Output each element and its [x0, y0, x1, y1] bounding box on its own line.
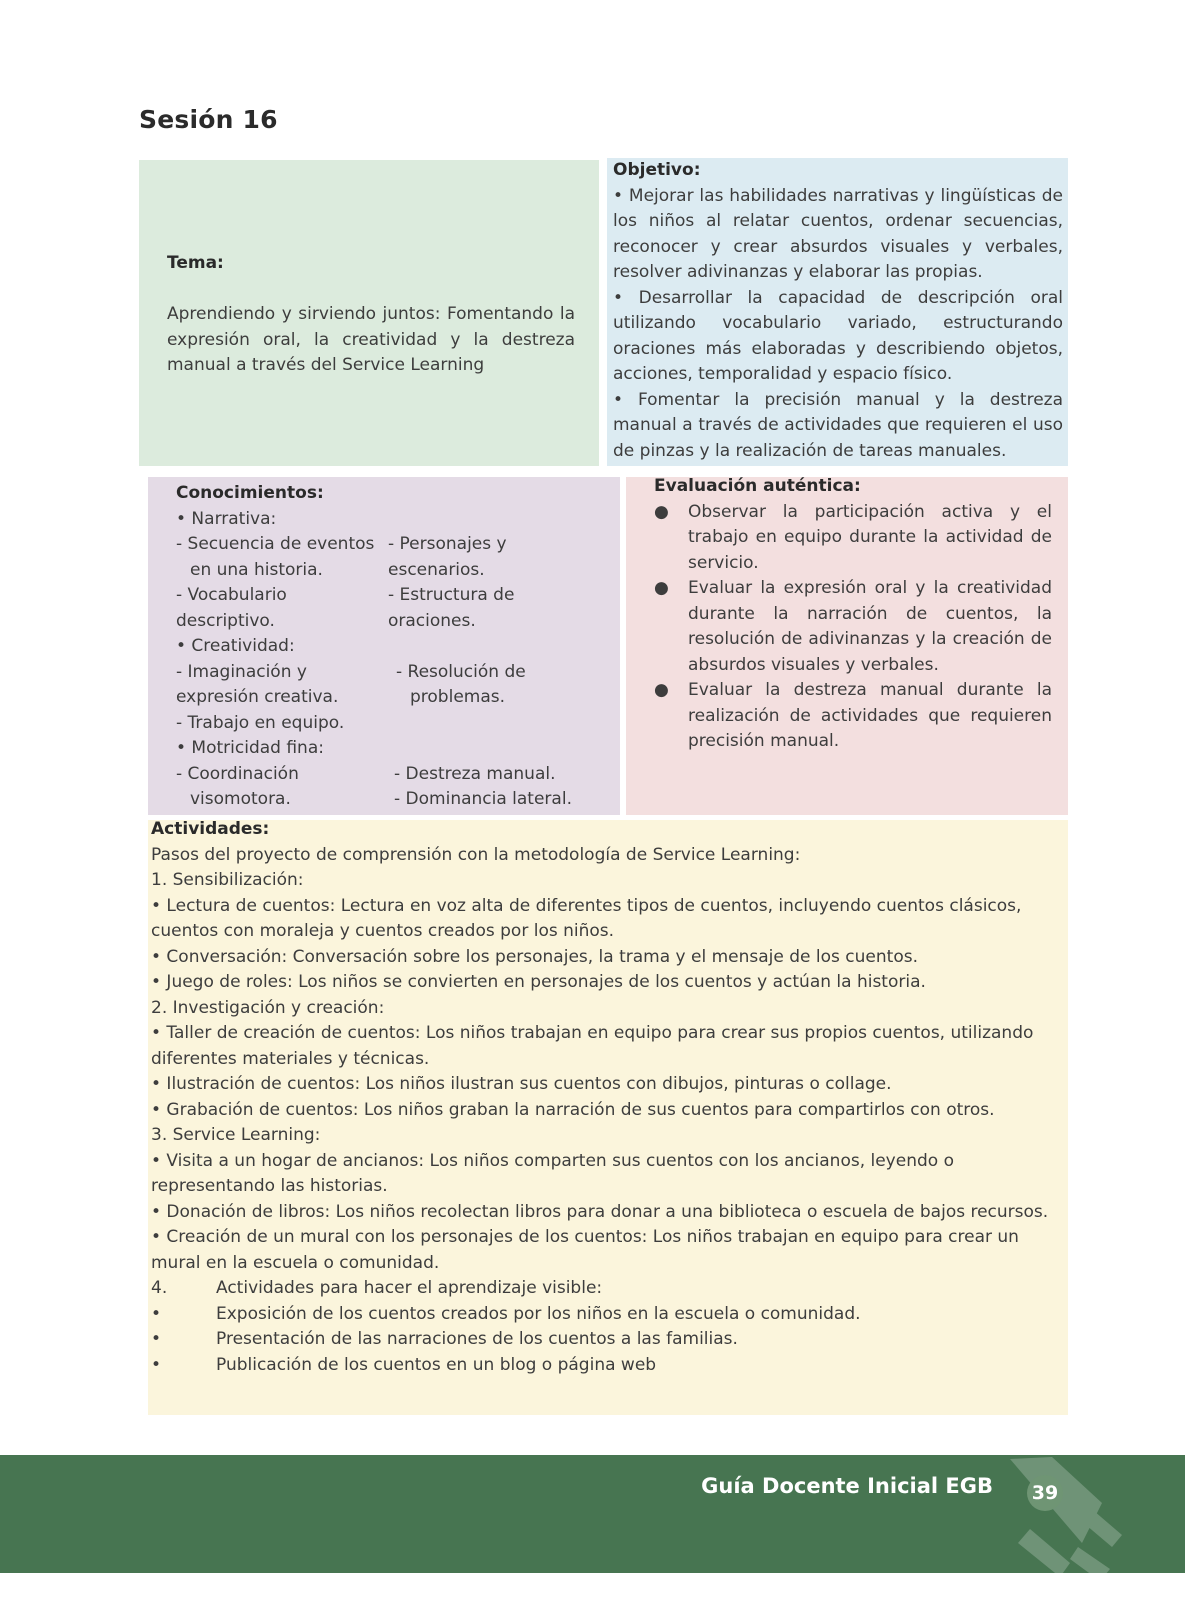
knowledge-item: - Vocabulario descriptivo.: [176, 585, 287, 631]
knowledge-item: - Secuencia de eventos: [176, 534, 375, 554]
motricidad-heading: • Motricidad fina:: [176, 738, 324, 758]
activity-line: Actividades para hacer el aprendizaje visible:: [216, 1278, 603, 1298]
bullet-icon: ●: [654, 501, 669, 522]
activity-line: • Ilustración de cuentos: Los niños ilustran sus cuentos con dibujos, pinturas o collage.: [151, 1074, 892, 1094]
bullet-icon: •: [151, 1354, 162, 1375]
activity-line: • Conversación: Conversación sobre los personajes, la trama y el mensaje de los cuentos.: [151, 946, 918, 967]
activity-line: Exposición de los cuentos creados por los niños en la escuela o comunidad.: [216, 1303, 861, 1324]
bullet-icon: •: [151, 1329, 162, 1349]
tema-body: Aprendiendo y sirviendo juntos: Fomentando la expresión oral, la creatividad y la destreza manual a través del Service Learning: [167, 304, 575, 375]
actividades-box: [148, 820, 1068, 1415]
page-title: Sesión 16: [139, 105, 278, 134]
activity-line: Publicación de los cuentos en un blog o página web: [216, 1354, 657, 1375]
activity-line: • Creación de un mural con los personajes de los cuentos: Los niños trabajan en equipo para crear un mural en la escuela o comunidad.: [151, 1227, 1019, 1273]
conocimientos-box: [148, 477, 620, 815]
creatividad-heading: • Creatividad:: [176, 636, 295, 656]
knowledge-item: - Resolución de: [396, 661, 526, 682]
activity-line: • Grabación de cuentos: Los niños graban la narración de sus cuentos para compartirlos con otros.: [151, 1099, 995, 1120]
bullet-icon: ●: [654, 680, 669, 700]
knowledge-item: - Coordinación: [176, 763, 299, 784]
knowledge-item: - Estructura de oraciones.: [388, 585, 515, 631]
knowledge-item: - Personajes y escenarios.: [388, 534, 507, 580]
activity-line: • Juego de roles: Los niños se convierten en personajes de los cuentos y actúan la historia.: [151, 972, 926, 992]
knowledge-item: - Trabajo en equipo.: [176, 712, 345, 733]
page-number-badge: 39: [1027, 1475, 1063, 1511]
activity-line: • Donación de libros: Los niños recolectan libros para donar a una biblioteca o escuela de bajos recursos.: [151, 1201, 1049, 1222]
knowledge-item: - Imaginación y: [176, 661, 307, 682]
step-number: 4.: [151, 1278, 168, 1298]
activity-line: Presentación de las narraciones de los cuentos a las familias.: [216, 1329, 738, 1349]
knowledge-item: expresión creativa.: [176, 687, 339, 707]
activity-line: • Lectura de cuentos: Lectura en voz alta de diferentes tipos de cuentos, incluyendo cuentos clásicos, cuentos con moraleja y cuentos creados por los niños.: [151, 895, 1022, 941]
tema-box: [139, 160, 599, 466]
evaluacion-label: Evaluación auténtica:: [654, 476, 861, 496]
narrativa-heading: • Narrativa:: [176, 508, 277, 529]
evaluacion-box: [626, 477, 1068, 815]
activity-line: 2. Investigación y creación:: [151, 997, 385, 1018]
activity-line: • Visita a un hogar de ancianos: Los niños comparten sus cuentos con los ancianos, leyendo o representando las historias.: [151, 1150, 954, 1196]
evaluacion-item: Evaluar la destreza manual durante la realización de actividades que requieren precisión manual.: [688, 680, 1052, 751]
knowledge-item: en una historia.: [190, 559, 323, 580]
bullet-icon: •: [151, 1303, 162, 1324]
footer-title: Guía Docente Inicial EGB: [701, 1474, 993, 1498]
knowledge-item: - Destreza manual.: [394, 763, 556, 784]
tema-label: Tema:: [167, 253, 224, 273]
knowledge-item: visomotora.: [190, 789, 291, 809]
evaluacion-item: Observar la participación activa y el trabajo en equipo durante la actividad de servicio.: [688, 501, 1052, 573]
activity-line: 3. Service Learning:: [151, 1125, 321, 1145]
bullet-icon: ●: [654, 578, 669, 598]
evaluacion-item: Evaluar la expresión oral y la creatividad durante la narración de cuentos, la resolución de adivinanzas y la creación de absurdos visuales y verbales.: [688, 578, 1052, 675]
knowledge-item: - Dominancia lateral.: [394, 789, 572, 809]
actividades-label: Actividades:: [151, 819, 270, 839]
objetivo-label: Objetivo:: [613, 160, 701, 180]
activity-line: 1. Sensibilización:: [151, 870, 304, 890]
rocket-icon: [990, 1455, 1140, 1573]
footer-band: [0, 1455, 1185, 1573]
conocimientos-label: Conocimientos:: [176, 483, 324, 503]
actividades-intro: Pasos del proyecto de comprensión con la metodología de Service Learning:: [151, 844, 801, 865]
knowledge-item: problemas.: [410, 687, 506, 707]
activity-line: • Taller de creación de cuentos: Los niños trabajan en equipo para crear sus propios cuentos, utilizando diferentes materiales y técnicas.: [151, 1023, 1034, 1069]
objetivo-item: • Fomentar la precisión manual y la destreza manual a través de actividades que requieren el uso de pinzas y la realización de tareas manuales.: [613, 389, 1063, 461]
objetivo-box: [607, 158, 1068, 466]
objetivo-item: • Desarrollar la capacidad de descripción oral utilizando vocabulario variado, estructurando oraciones más elaboradas y describiendo objetos, acciones, temporalidad y espacio físico.: [613, 287, 1063, 384]
objetivo-item: • Mejorar las habilidades narrativas y lingüísticas de los niños al relatar cuentos, ordenar secuencias, reconocer y crear absurdos visuales y verbales, resolver adivinanzas y elaborar las propias.: [613, 185, 1063, 282]
